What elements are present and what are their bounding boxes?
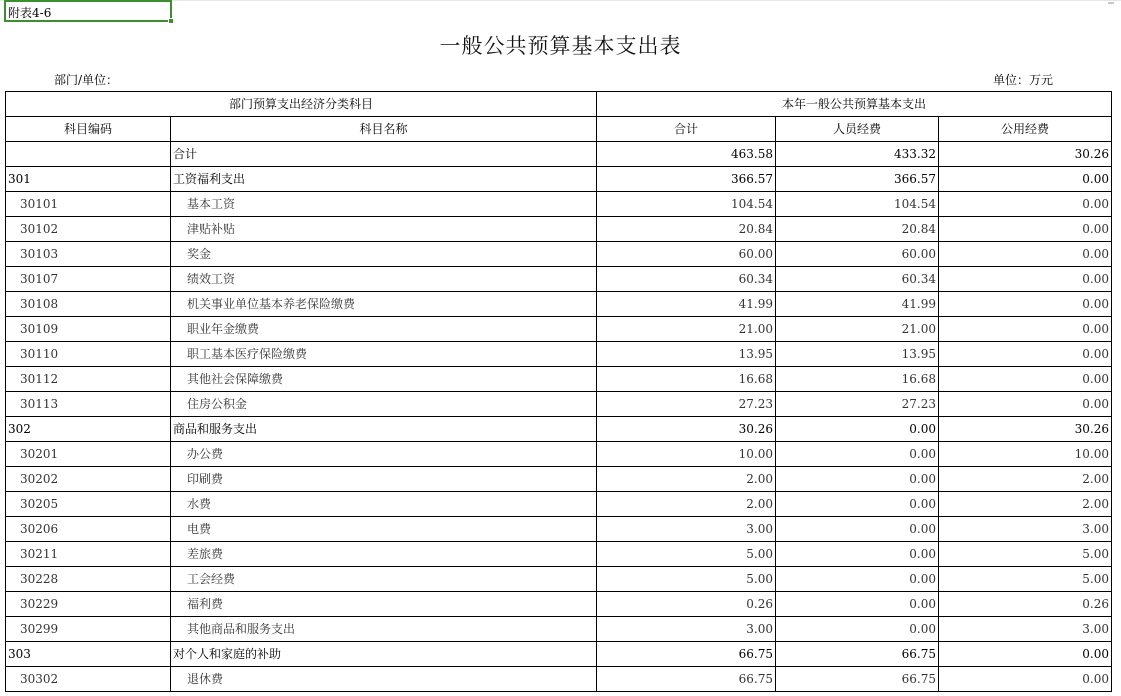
cell-public[interactable]: 0.26 bbox=[939, 592, 1112, 617]
table-row bbox=[6, 592, 1112, 617]
cell-total[interactable]: 20.84 bbox=[597, 217, 776, 242]
cell-personnel[interactable]: 0.00 bbox=[776, 442, 939, 467]
cell-public[interactable]: 0.00 bbox=[939, 192, 1112, 217]
cell-public[interactable]: 5.00 bbox=[939, 542, 1112, 567]
cell-total[interactable]: 5.00 bbox=[597, 542, 776, 567]
table-row bbox=[6, 392, 1112, 417]
cell-name[interactable]: 其他商品和服务支出 bbox=[171, 617, 597, 642]
cell-name[interactable]: 机关事业单位基本养老保险缴费 bbox=[171, 292, 597, 317]
cell-public[interactable]: 3.00 bbox=[939, 517, 1112, 542]
table-row bbox=[6, 292, 1112, 317]
budget-table-body bbox=[6, 142, 1112, 692]
cell-public[interactable]: 0.00 bbox=[939, 392, 1112, 417]
cell-name[interactable]: 电费 bbox=[171, 517, 597, 542]
cell-personnel[interactable]: 60.00 bbox=[776, 242, 939, 267]
cell-personnel[interactable]: 0.00 bbox=[776, 567, 939, 592]
cell-name[interactable]: 工资福利支出 bbox=[171, 167, 597, 192]
cell-code[interactable]: 30108 bbox=[6, 292, 171, 317]
table-row bbox=[6, 617, 1112, 642]
cell-name[interactable]: 职业年金缴费 bbox=[171, 317, 597, 342]
table-row bbox=[6, 192, 1112, 217]
table-row bbox=[6, 342, 1112, 367]
cell-personnel[interactable]: 366.57 bbox=[776, 167, 939, 192]
cell-public[interactable]: 30.26 bbox=[939, 142, 1112, 167]
header-group-current-year[interactable]: 本年一般公共预算基本支出 bbox=[597, 92, 1112, 117]
total-row bbox=[6, 142, 1112, 167]
category-row bbox=[6, 417, 1112, 442]
cell-name[interactable]: 差旅费 bbox=[171, 542, 597, 567]
cell-public[interactable]: 0.00 bbox=[939, 267, 1112, 292]
cell-code[interactable]: 30103 bbox=[6, 242, 171, 267]
column-header-code[interactable]: 科目编码 bbox=[6, 117, 171, 142]
cell-code[interactable]: 30101 bbox=[6, 192, 171, 217]
budget-table bbox=[5, 91, 1112, 692]
cell-personnel[interactable]: 0.00 bbox=[776, 492, 939, 517]
cell-name[interactable]: 住房公积金 bbox=[171, 392, 597, 417]
attachment-label[interactable]: 附表4-6 bbox=[8, 6, 52, 20]
cell-total[interactable]: 104.54 bbox=[597, 192, 776, 217]
fill-handle[interactable] bbox=[168, 18, 174, 24]
cell-name[interactable]: 其他社会保障缴费 bbox=[171, 367, 597, 392]
cell-total[interactable]: 21.00 bbox=[597, 317, 776, 342]
cell-total[interactable]: 66.75 bbox=[597, 642, 776, 667]
table-row bbox=[6, 667, 1112, 692]
cell-total[interactable]: 463.58 bbox=[597, 142, 776, 167]
cell-name[interactable]: 津贴补贴 bbox=[171, 217, 597, 242]
cell-code[interactable] bbox=[6, 142, 171, 167]
cell-total[interactable]: 16.68 bbox=[597, 367, 776, 392]
cell-total[interactable]: 5.00 bbox=[597, 567, 776, 592]
cell-personnel[interactable]: 0.00 bbox=[776, 517, 939, 542]
category-row bbox=[6, 167, 1112, 192]
cell-code[interactable]: 30201 bbox=[6, 442, 171, 467]
cell-public[interactable]: 0.00 bbox=[939, 217, 1112, 242]
table-row bbox=[6, 542, 1112, 567]
column-header-personnel[interactable]: 人员经费 bbox=[776, 117, 939, 142]
cell-public[interactable]: 0.00 bbox=[939, 317, 1112, 342]
table-row bbox=[6, 367, 1112, 392]
page-title: 一般公共预算基本支出表 bbox=[439, 34, 682, 58]
cell-total[interactable]: 0.26 bbox=[597, 592, 776, 617]
cell-code[interactable]: 30206 bbox=[6, 517, 171, 542]
cell-personnel[interactable]: 0.00 bbox=[776, 592, 939, 617]
cell-code[interactable]: 30302 bbox=[6, 667, 171, 692]
column-header-total[interactable]: 合计 bbox=[597, 117, 776, 142]
table-row bbox=[6, 267, 1112, 292]
table-row bbox=[6, 492, 1112, 517]
table-row bbox=[6, 242, 1112, 267]
table-row bbox=[6, 467, 1112, 492]
cell-personnel[interactable]: 13.95 bbox=[776, 342, 939, 367]
cell-personnel[interactable]: 0.00 bbox=[776, 542, 939, 567]
cell-personnel[interactable]: 16.68 bbox=[776, 367, 939, 392]
cell-personnel[interactable]: 60.34 bbox=[776, 267, 939, 292]
cell-name[interactable]: 工会经费 bbox=[171, 567, 597, 592]
cell-code[interactable]: 30205 bbox=[6, 492, 171, 517]
cell-public[interactable]: 10.00 bbox=[939, 442, 1112, 467]
cell-code[interactable]: 302 bbox=[6, 417, 171, 442]
cell-code[interactable]: 30102 bbox=[6, 217, 171, 242]
cell-personnel[interactable]: 66.75 bbox=[776, 642, 939, 667]
cell-code[interactable]: 30211 bbox=[6, 542, 171, 567]
cell-public[interactable]: 0.00 bbox=[939, 167, 1112, 192]
cell-total[interactable]: 3.00 bbox=[597, 517, 776, 542]
cell-total[interactable]: 27.23 bbox=[597, 392, 776, 417]
sheet-corner-mark bbox=[1108, 2, 1114, 4]
cell-name[interactable]: 对个人和家庭的补助 bbox=[171, 642, 597, 667]
category-row bbox=[6, 642, 1112, 667]
cell-total[interactable]: 60.00 bbox=[597, 242, 776, 267]
cell-name[interactable]: 基本工资 bbox=[171, 192, 597, 217]
cell-personnel[interactable]: 433.32 bbox=[776, 142, 939, 167]
table-row bbox=[6, 517, 1112, 542]
cell-personnel[interactable]: 41.99 bbox=[776, 292, 939, 317]
table-row bbox=[6, 567, 1112, 592]
cell-personnel[interactable]: 27.23 bbox=[776, 392, 939, 417]
cell-name[interactable]: 印刷费 bbox=[171, 467, 597, 492]
cell-code[interactable]: 30202 bbox=[6, 467, 171, 492]
header-group-classification[interactable]: 部门预算支出经济分类科目 bbox=[6, 92, 597, 117]
cell-name[interactable]: 合计 bbox=[171, 142, 597, 167]
cell-public[interactable]: 0.00 bbox=[939, 242, 1112, 267]
cell-public[interactable]: 30.26 bbox=[939, 417, 1112, 442]
cell-public[interactable]: 0.00 bbox=[939, 292, 1112, 317]
cell-public[interactable]: 0.00 bbox=[939, 642, 1112, 667]
cell-public[interactable]: 2.00 bbox=[939, 492, 1112, 517]
cell-personnel[interactable]: 104.54 bbox=[776, 192, 939, 217]
table-row bbox=[6, 442, 1112, 467]
cell-code[interactable]: 303 bbox=[6, 642, 171, 667]
department-label: 部门/单位： bbox=[54, 73, 119, 87]
cell-public[interactable]: 2.00 bbox=[939, 467, 1112, 492]
cell-total[interactable]: 3.00 bbox=[597, 617, 776, 642]
cell-code[interactable]: 30229 bbox=[6, 592, 171, 617]
cell-name[interactable]: 水费 bbox=[171, 492, 597, 517]
column-header-name[interactable]: 科目名称 bbox=[171, 117, 597, 142]
cell-name[interactable]: 奖金 bbox=[171, 242, 597, 267]
cell-public[interactable]: 3.00 bbox=[939, 617, 1112, 642]
cell-public[interactable]: 5.00 bbox=[939, 567, 1112, 592]
cell-personnel[interactable]: 66.75 bbox=[776, 667, 939, 692]
cell-code[interactable]: 30112 bbox=[6, 367, 171, 392]
cell-personnel[interactable]: 0.00 bbox=[776, 467, 939, 492]
cell-total[interactable]: 10.00 bbox=[597, 442, 776, 467]
cell-total[interactable]: 2.00 bbox=[597, 467, 776, 492]
cell-code[interactable]: 30107 bbox=[6, 267, 171, 292]
cell-code[interactable]: 30109 bbox=[6, 317, 171, 342]
cell-name[interactable]: 办公费 bbox=[171, 442, 597, 467]
cell-code[interactable]: 301 bbox=[6, 167, 171, 192]
cell-total[interactable]: 60.34 bbox=[597, 267, 776, 292]
cell-personnel[interactable]: 0.00 bbox=[776, 417, 939, 442]
cell-total[interactable]: 13.95 bbox=[597, 342, 776, 367]
cell-total[interactable]: 66.75 bbox=[597, 667, 776, 692]
cell-total[interactable]: 30.26 bbox=[597, 417, 776, 442]
column-header-public[interactable]: 公用经费 bbox=[939, 117, 1112, 142]
table-row bbox=[6, 217, 1112, 242]
cell-code[interactable]: 30113 bbox=[6, 392, 171, 417]
cell-public[interactable]: 0.00 bbox=[939, 342, 1112, 367]
cell-public[interactable]: 0.00 bbox=[939, 367, 1112, 392]
cell-personnel[interactable]: 20.84 bbox=[776, 217, 939, 242]
cell-total[interactable]: 41.99 bbox=[597, 292, 776, 317]
cell-name[interactable]: 福利费 bbox=[171, 592, 597, 617]
cell-code[interactable]: 30110 bbox=[6, 342, 171, 367]
table-row bbox=[6, 317, 1112, 342]
cell-code[interactable]: 30299 bbox=[6, 617, 171, 642]
cell-name[interactable]: 商品和服务支出 bbox=[171, 417, 597, 442]
cell-personnel[interactable]: 0.00 bbox=[776, 617, 939, 642]
cell-code[interactable]: 30228 bbox=[6, 567, 171, 592]
cell-total[interactable]: 2.00 bbox=[597, 492, 776, 517]
cell-name[interactable]: 退休费 bbox=[171, 667, 597, 692]
cell-total[interactable]: 366.57 bbox=[597, 167, 776, 192]
cell-public[interactable]: 0.00 bbox=[939, 667, 1112, 692]
cell-name[interactable]: 职工基本医疗保险缴费 bbox=[171, 342, 597, 367]
cell-personnel[interactable]: 21.00 bbox=[776, 317, 939, 342]
unit-label: 单位：万元 bbox=[993, 73, 1054, 87]
cell-name[interactable]: 绩效工资 bbox=[171, 267, 597, 292]
